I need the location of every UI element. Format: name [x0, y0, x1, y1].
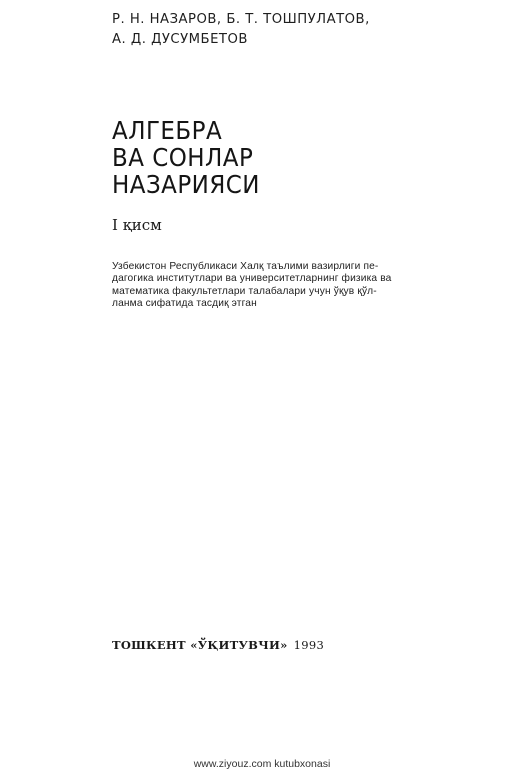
- title-line-1: АЛГЕБРА: [112, 116, 223, 145]
- publisher-name: ТОШКЕНТ «ЎҚИТУВЧИ»: [112, 638, 288, 652]
- approval-line-2: дагогика институтлари ва университетларнинг физика ва: [112, 273, 392, 285]
- approval-line-1: Узбекистон Республикаси Халқ таълими вазирлиги пе-: [112, 261, 379, 272]
- approval-line-3: математика факультетлари талабалари учун ўқув қўл-: [112, 285, 377, 297]
- authors-line-2: А. Д. ДУСУМБЕТОВ: [112, 32, 248, 47]
- approval-line-4: ланма сифатида тасдиқ этган: [112, 297, 257, 309]
- authors-block: [112, 10, 370, 50]
- footer-watermark: www.ziyouz.com kutubxonasi: [193, 758, 331, 770]
- publisher-imprint: [112, 638, 324, 652]
- title-line-2: ВА СОНЛАР: [112, 143, 254, 172]
- approval-statement: [112, 261, 420, 310]
- book-title: [112, 117, 260, 198]
- part-label: I қисм: [112, 216, 162, 234]
- authors-line-1: Р. Н. НАЗАРОВ, Б. Т. ТОШПУЛАТОВ,: [112, 12, 370, 27]
- publication-year: 1993: [293, 638, 325, 652]
- title-line-3: НАЗАРИЯСИ: [112, 170, 260, 199]
